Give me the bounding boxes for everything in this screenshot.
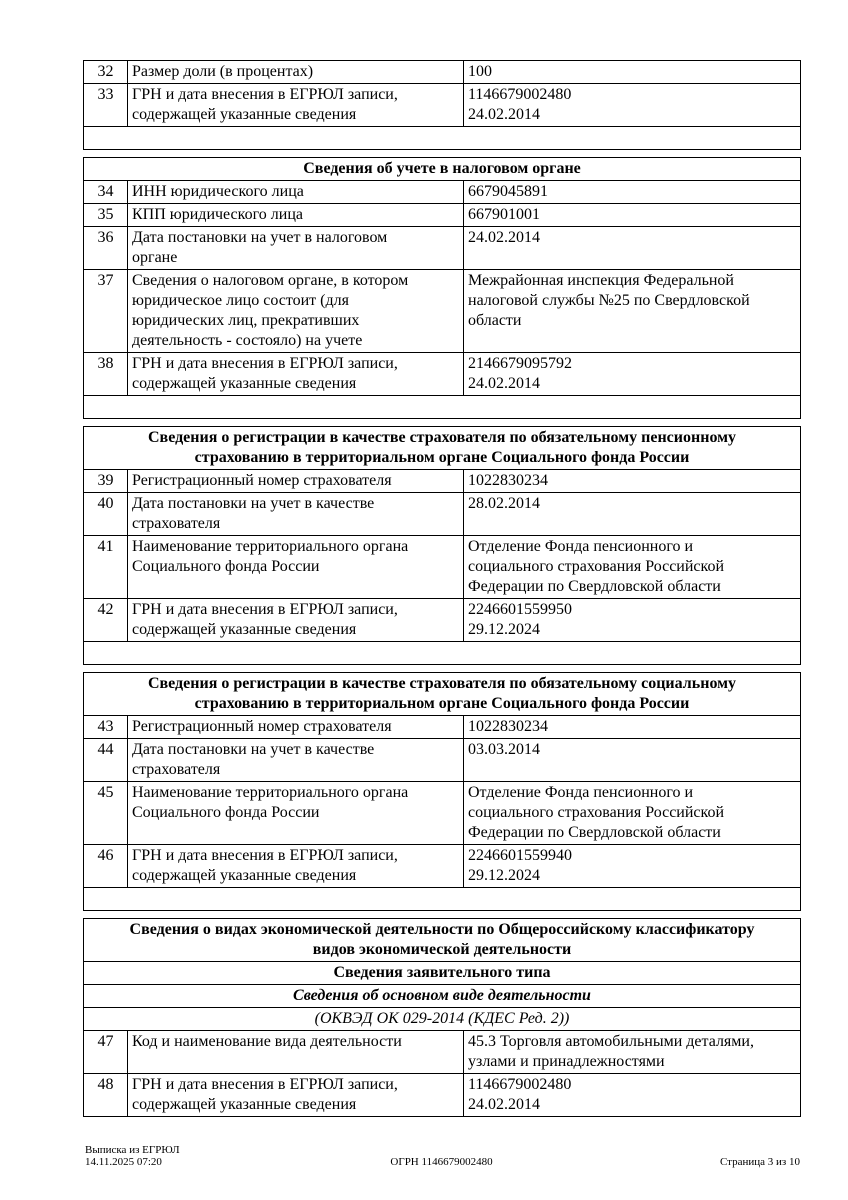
row-value-line: 24.02.2014: [468, 1096, 540, 1113]
section-header-cell: [84, 158, 801, 181]
row-number-cell: 39: [84, 470, 128, 493]
row-value-line: 2246601559950: [468, 601, 572, 618]
section-header-line: страхованию в территориальном органе Социального фонда России: [194, 695, 690, 712]
row-label-cell: [128, 1074, 464, 1117]
section-header-line: Сведения о регистрации в качестве страхователя по обязательному пенсионному: [148, 429, 737, 446]
table-row: [84, 1074, 801, 1117]
section-header-cell: [84, 919, 801, 962]
row-label-cell: [128, 227, 464, 270]
empty-spacer-row: [84, 642, 801, 665]
row-label-cell: [128, 782, 464, 845]
table-row: [84, 599, 801, 642]
section-header-cell: [84, 1008, 801, 1031]
table-row: [84, 845, 801, 888]
row-number-cell: 48: [84, 1074, 128, 1117]
empty-spacer-cell: [84, 396, 801, 419]
row-value-line: Межрайонная инспекция Федеральной: [468, 272, 734, 289]
row-value-line: 24.02.2014: [468, 229, 540, 246]
row-label-line: Регистрационный номер страхователя: [132, 472, 392, 489]
row-value-line: 1146679002480: [468, 86, 572, 103]
row-number-cell: 41: [84, 536, 128, 599]
row-label-cell: [128, 353, 464, 396]
section-header-row: [84, 919, 801, 962]
row-label-line: содержащей указанные сведения: [132, 375, 357, 392]
row-label-line: ГРН и дата внесения в ЕГРЮЛ записи,: [132, 86, 398, 103]
row-number-cell: 33: [84, 84, 128, 127]
row-value-line: Федерации по Свердловской области: [468, 824, 721, 841]
row-number-cell: 40: [84, 493, 128, 536]
section-header-line: страхованию в территориальном органе Социального фонда России: [194, 449, 690, 466]
row-number-cell: 34: [84, 181, 128, 204]
row-label-cell: [128, 181, 464, 204]
row-value-line: налоговой службы №25 по Свердловской: [468, 292, 750, 309]
row-label-cell: [128, 536, 464, 599]
table-body: [84, 673, 801, 911]
section-header-cell: [84, 985, 801, 1008]
row-value-line: социального страхования Российской: [468, 558, 725, 575]
row-value-line: 29.12.2024: [468, 621, 540, 638]
row-label-line: ГРН и дата внесения в ЕГРЮЛ записи,: [132, 601, 398, 618]
section-header-row: [84, 673, 801, 716]
table-row: [84, 227, 801, 270]
row-number-cell: 43: [84, 716, 128, 739]
row-label-line: страхователя: [132, 761, 221, 778]
row-value-cell: [464, 493, 801, 536]
table-body: [84, 427, 801, 665]
section-table-tax-authority-registration: [83, 157, 801, 419]
section-header-line: Сведения заявительного типа: [333, 964, 551, 981]
row-value-cell: [464, 716, 801, 739]
section-header-cell: [84, 962, 801, 985]
footer-timestamp: 14.11.2025 07:20: [85, 1156, 162, 1168]
row-label-line: содержащей указанные сведения: [132, 867, 357, 884]
row-value-cell: [464, 782, 801, 845]
row-value-line: 24.02.2014: [468, 106, 540, 123]
section-header-line: Сведения о видах экономической деятельности по Общероссийскому классификатору: [129, 921, 755, 938]
row-value-line: узлами и принадлежностями: [468, 1053, 665, 1070]
section-header-line: видов экономической деятельности: [312, 941, 572, 958]
table-row: [84, 270, 801, 353]
table-row: [84, 470, 801, 493]
egrul-extract-tables: [83, 60, 800, 1124]
row-value-cell: [464, 599, 801, 642]
table-row: [84, 716, 801, 739]
section-header-line: Сведения об основном виде деятельности: [293, 987, 591, 1004]
empty-spacer-cell: [84, 888, 801, 911]
row-value-cell: [464, 845, 801, 888]
row-label-line: ГРН и дата внесения в ЕГРЮЛ записи,: [132, 355, 398, 372]
row-value-line: 2246601559940: [468, 847, 572, 864]
empty-spacer-row: [84, 396, 801, 419]
row-label-line: Код и наименование вида деятельности: [132, 1033, 402, 1050]
row-label-line: страхователя: [132, 515, 221, 532]
row-number-cell: 35: [84, 204, 128, 227]
row-label-cell: [128, 716, 464, 739]
row-value-line: 1022830234: [468, 472, 548, 489]
section-header-row: [84, 962, 801, 985]
row-number-cell: 46: [84, 845, 128, 888]
row-value-cell: [464, 227, 801, 270]
row-label-line: Размер доли (в процентах): [132, 63, 314, 80]
row-number-cell: 36: [84, 227, 128, 270]
footer-ogrn: ОГРН 1146679002480: [390, 1156, 493, 1168]
row-value-line: 2146679095792: [468, 355, 572, 372]
row-value-cell: [464, 353, 801, 396]
section-header-line: Сведения об учете в налоговом органе: [303, 160, 581, 177]
row-label-line: Сведения о налоговом органе, в котором: [132, 272, 409, 289]
footer-doc-type: Выписка из ЕГРЮЛ: [85, 1144, 180, 1156]
row-value-cell: [464, 270, 801, 353]
row-value-cell: [464, 181, 801, 204]
row-label-line: юридическое лицо состоит (для: [132, 292, 349, 309]
row-value-line: Отделение Фонда пенсионного и: [468, 784, 694, 801]
row-number-cell: 44: [84, 739, 128, 782]
row-label-line: КПП юридического лица: [132, 206, 303, 223]
row-value-cell: [464, 739, 801, 782]
section-header-line: Сведения о регистрации в качестве страхователя по обязательному социальному: [147, 675, 737, 692]
empty-spacer-row: [84, 888, 801, 911]
table-row: [84, 84, 801, 127]
row-label-line: содержащей указанные сведения: [132, 621, 357, 638]
row-value-line: 1022830234: [468, 718, 548, 735]
section-header-row: [84, 1008, 801, 1031]
row-number-cell: 47: [84, 1031, 128, 1074]
section-table-share-size-continued: [83, 60, 801, 150]
row-label-cell: [128, 61, 464, 84]
row-number-cell: 32: [84, 61, 128, 84]
row-value-line: Федерации по Свердловской области: [468, 578, 721, 595]
row-label-line: Социального фонда России: [132, 804, 320, 821]
row-number-cell: 38: [84, 353, 128, 396]
section-table-okved-economic-activities: [83, 918, 801, 1117]
row-label-line: ГРН и дата внесения в ЕГРЮЛ записи,: [132, 847, 398, 864]
row-label-line: Дата постановки на учет в налоговом: [132, 229, 388, 246]
row-value-line: Отделение Фонда пенсионного и: [468, 538, 694, 555]
table-row: [84, 353, 801, 396]
section-header-row: [84, 427, 801, 470]
row-value-line: 24.02.2014: [468, 375, 540, 392]
row-label-cell: [128, 599, 464, 642]
table-row: [84, 493, 801, 536]
row-label-cell: [128, 845, 464, 888]
row-label-line: содержащей указанные сведения: [132, 106, 357, 123]
row-label-line: Наименование территориального органа: [132, 784, 409, 801]
row-value-cell: [464, 536, 801, 599]
row-label-line: Дата постановки на учет в качестве: [132, 495, 375, 512]
row-number-cell: 42: [84, 599, 128, 642]
row-label-cell: [128, 493, 464, 536]
table-row: [84, 782, 801, 845]
row-value-cell: [464, 1031, 801, 1074]
table-body: [84, 158, 801, 419]
section-header-cell: [84, 673, 801, 716]
row-value-cell: [464, 1074, 801, 1117]
row-value-cell: [464, 61, 801, 84]
table-row: [84, 181, 801, 204]
row-value-line: 100: [468, 63, 492, 80]
empty-spacer-row: [84, 127, 801, 150]
table-row: [84, 739, 801, 782]
table-row: [84, 61, 801, 84]
empty-spacer-cell: [84, 642, 801, 665]
row-value-line: социального страхования Российской: [468, 804, 725, 821]
row-value-line: 03.03.2014: [468, 741, 540, 758]
row-value-cell: [464, 204, 801, 227]
row-label-line: ИНН юридического лица: [132, 183, 304, 200]
row-number-cell: 37: [84, 270, 128, 353]
empty-spacer-cell: [84, 127, 801, 150]
row-label-cell: [128, 84, 464, 127]
row-value-cell: [464, 470, 801, 493]
footer-page-number: Страница 3 из 10: [719, 1156, 800, 1168]
row-label-line: Наименование территориального органа: [132, 538, 409, 555]
section-header-row: [84, 985, 801, 1008]
row-label-line: Регистрационный номер страхователя: [132, 718, 392, 735]
row-value-line: 28.02.2014: [468, 495, 540, 512]
row-label-line: органе: [132, 249, 178, 266]
row-value-cell: [464, 84, 801, 127]
row-value-line: 1146679002480: [468, 1076, 572, 1093]
row-label-line: деятельность - состояло) на учете: [132, 332, 363, 349]
table-body: [84, 61, 801, 150]
row-label-line: ГРН и дата внесения в ЕГРЮЛ записи,: [132, 1076, 398, 1093]
row-label-line: содержащей указанные сведения: [132, 1096, 357, 1113]
row-value-line: 29.12.2024: [468, 867, 540, 884]
row-label-cell: [128, 470, 464, 493]
row-label-cell: [128, 204, 464, 227]
row-value-line: 6679045891: [468, 183, 548, 200]
row-label-cell: [128, 739, 464, 782]
table-row: [84, 204, 801, 227]
table-row: [84, 536, 801, 599]
row-value-line: области: [468, 312, 522, 329]
row-label-line: юридических лиц, прекративших: [132, 312, 360, 329]
row-value-line: 45.3 Торговля автомобильными деталями,: [468, 1033, 754, 1050]
section-header-line: (ОКВЭД ОК 029-2014 (КДЕС Ред. 2)): [314, 1010, 570, 1027]
row-label-cell: [128, 270, 464, 353]
row-label-line: Дата постановки на учет в качестве: [132, 741, 375, 758]
row-number-cell: 45: [84, 782, 128, 845]
row-label-line: Социального фонда России: [132, 558, 320, 575]
section-table-pension-insurance-registration: [83, 426, 801, 665]
section-header-cell: [84, 427, 801, 470]
row-label-cell: [128, 1031, 464, 1074]
table-row: [84, 1031, 801, 1074]
row-value-line: 667901001: [468, 206, 540, 223]
section-table-social-insurance-registration: [83, 672, 801, 911]
table-body: [84, 919, 801, 1117]
section-header-row: [84, 158, 801, 181]
